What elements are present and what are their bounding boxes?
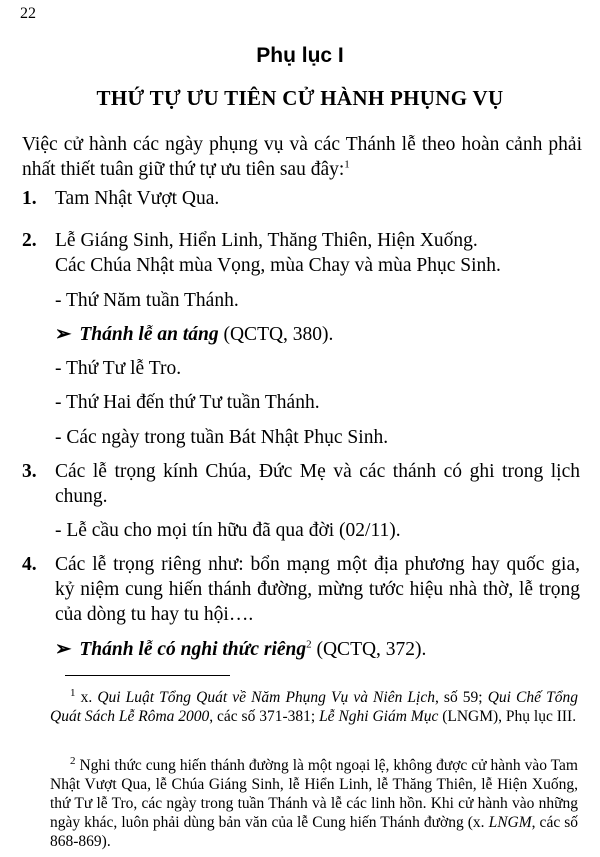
footnote-citation: Qui Chế Tổng Quát Sách Lễ Rôma 2000 [50,689,578,725]
page-title: THỨ TỰ ƯU TIÊN CỬ HÀNH PHỤNG VỤ [96,86,504,110]
item-number-3: 3. [22,461,37,482]
footnote-2 [50,756,578,851]
footnote-text: (LNGM), Phụ lục III. [438,708,577,725]
appendix-heading: Phụ lục I [256,44,344,67]
highlight-ref: (QCTQ, 372). [311,639,427,660]
footnote-text: , số 59; [434,689,488,706]
sub-item-highlight [55,322,333,347]
item-text-2b: Các Chúa Nhật mùa Vọng, mùa Chay và mùa Phục Sinh. [55,255,501,276]
intro-paragraph [22,132,582,182]
sub-item: - Lễ cầu cho mọi tín hữu đã qua đời (02/11). [55,520,401,541]
footnote-divider [65,675,230,676]
page-number: 22 [20,5,36,22]
footnote-text: Nghi thức cung hiến thánh đường là một ngoại lệ, không được cử hành vào Tam Nhật Vượt Qua, lễ Chúa Giáng Sinh, lễ Hiển Linh, lễ Thăng Thiên, lễ Hiện Xuống, thứ Tư lễ Tro, các ngày trong tuần Thánh và lễ các linh hồn. Khi cử hành vào những ngày khác, luôn phải dùng bản văn của lễ Cung hiến Thánh đường (x. [50,757,578,831]
highlight-ref: (QCTQ, 380). [218,324,334,345]
item-text-1: Tam Nhật Vượt Qua. [55,188,220,209]
highlight-text: Thánh lễ an táng [79,324,219,345]
footnote-number: 1 [70,686,76,699]
item-text-2a: Lễ Giáng Sinh, Hiển Linh, Thăng Thiên, Hiện Xuống. [55,230,478,251]
highlight-text: Thánh lễ có nghi thức riêng [79,639,307,660]
item-number-2: 2. [22,230,37,251]
arrow-icon: ➢ [55,324,72,345]
footnote-citation: Qui Luật Tổng Quát về Năm Phụng Vụ và Niên Lịch [97,689,435,706]
footnote-text: , các số 371-381; [209,708,320,725]
item-text-4: Các lễ trọng riêng như: bổn mạng một địa phương hay quốc gia, kỷ niệm cung hiến thánh đường, mừng tước hiệu nhà thờ, lễ trọng của dòng tu hay tu hội…. [55,554,580,625]
sub-item: - Thứ Năm tuần Thánh. [55,290,239,311]
intro-text: Việc cử hành các ngày phụng vụ và các Thánh lễ theo hoàn cảnh phải nhất thiết tuân giữ thứ tự ưu tiên sau đây: [22,134,582,180]
footnote-ref-2: 2 [306,638,312,651]
footnote-number: 2 [70,754,76,767]
item-number-4: 4. [22,554,37,575]
footnote-citation: LNGM [488,814,532,831]
sub-item: - Các ngày trong tuần Bát Nhật Phục Sinh. [55,427,389,448]
footnote-1 [50,688,578,726]
footnote-ref-1: 1 [344,158,350,171]
sub-item: - Thứ Hai đến thứ Tư tuần Thánh. [55,392,320,413]
arrow-icon: ➢ [55,639,72,660]
item-number-1: 1. [22,188,37,209]
item-text-3: Các lễ trọng kính Chúa, Đức Mẹ và các thánh có ghi trong lịch chung. [55,461,580,507]
footnote-citation: Lễ Nghi Giám Mục [319,708,439,725]
footnote-text: , các số 868-869). [50,814,579,850]
sub-item-highlight [55,637,426,662]
sub-item: - Thứ Tư lễ Tro. [55,358,182,379]
footnote-text: x. [75,689,98,706]
